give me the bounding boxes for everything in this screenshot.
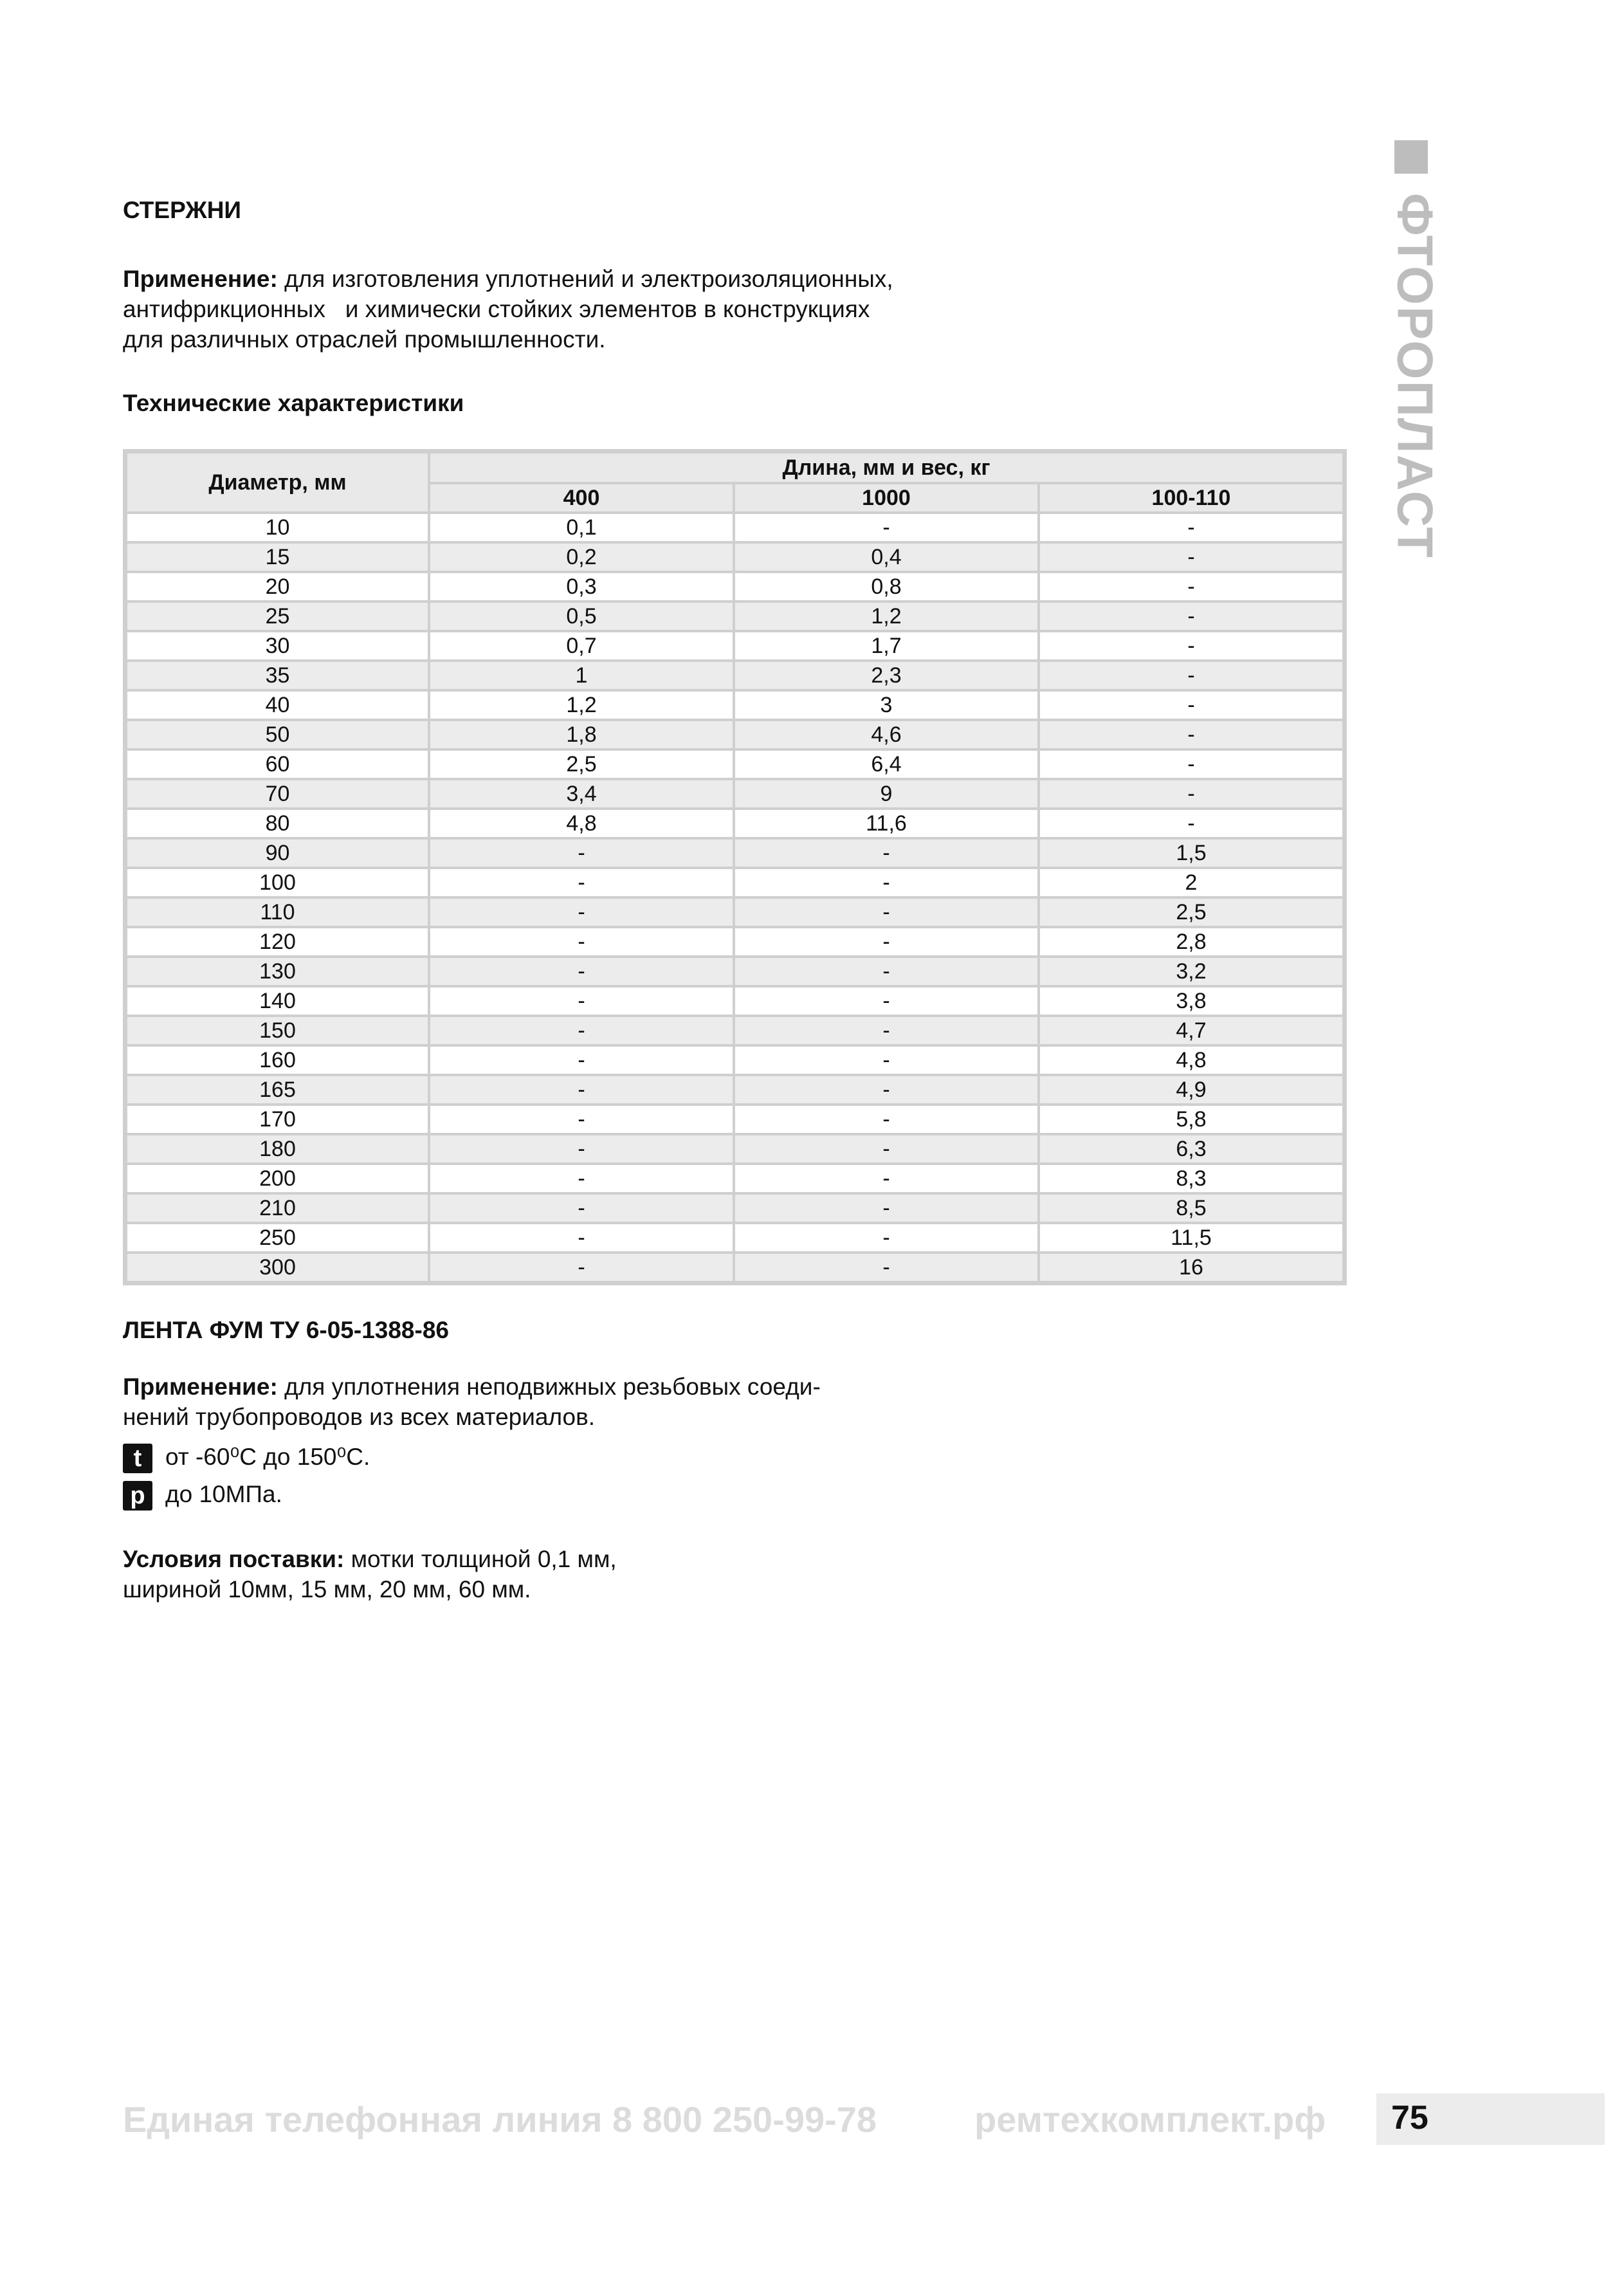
diameter-cell: 200 bbox=[126, 1164, 429, 1193]
weight-cell: 1,7 bbox=[734, 631, 1039, 661]
weight-cell: - bbox=[734, 1164, 1039, 1193]
table-row bbox=[126, 602, 1344, 631]
weight-cell: 8,5 bbox=[1039, 1193, 1344, 1223]
weight-cell: - bbox=[1039, 631, 1344, 661]
weight-cell: 4,7 bbox=[1039, 1016, 1344, 1045]
weight-cell: - bbox=[429, 957, 734, 986]
table-row bbox=[126, 1253, 1344, 1282]
weight-cell: 1,8 bbox=[429, 720, 734, 749]
weight-cell: 3,2 bbox=[1039, 957, 1344, 986]
weight-cell: 4,8 bbox=[1039, 1045, 1344, 1075]
table-row bbox=[126, 897, 1344, 927]
weight-cell: 4,6 bbox=[734, 720, 1039, 749]
table-row bbox=[126, 1105, 1344, 1134]
section-title-fum-tape: ЛЕНТА ФУМ ТУ 6-05-1388-86 bbox=[123, 1317, 449, 1343]
diameter-cell: 80 bbox=[126, 809, 429, 838]
temperature-icon: t bbox=[123, 1444, 152, 1473]
header-100-110: 100-110 bbox=[1039, 483, 1344, 513]
weight-cell: - bbox=[1039, 513, 1344, 542]
table-row bbox=[126, 542, 1344, 572]
table-row bbox=[126, 1223, 1344, 1253]
diameter-cell: 70 bbox=[126, 779, 429, 809]
pressure-text: до 10МПа. bbox=[165, 1481, 282, 1507]
header-400: 400 bbox=[429, 483, 734, 513]
diameter-cell: 90 bbox=[126, 838, 429, 868]
table-row bbox=[126, 572, 1344, 602]
weight-cell: 2,5 bbox=[429, 749, 734, 779]
weight-cell: 1,5 bbox=[1039, 838, 1344, 868]
fum-usage-paragraph bbox=[123, 1372, 959, 1432]
weight-cell: - bbox=[734, 1045, 1039, 1075]
weight-cell: 2,3 bbox=[734, 661, 1039, 690]
specs-table-body bbox=[126, 513, 1344, 1282]
weight-cell: - bbox=[734, 1223, 1039, 1253]
diameter-cell: 180 bbox=[126, 1134, 429, 1164]
table-row bbox=[126, 868, 1344, 897]
weight-cell: - bbox=[734, 1193, 1039, 1223]
weight-cell: - bbox=[429, 868, 734, 897]
weight-cell: 0,4 bbox=[734, 542, 1039, 572]
table-row bbox=[126, 661, 1344, 690]
table-row bbox=[126, 1164, 1344, 1193]
weight-cell: 2,8 bbox=[1039, 927, 1344, 957]
weight-cell: 8,3 bbox=[1039, 1164, 1344, 1193]
page-number: 75 bbox=[1391, 2099, 1428, 2136]
weight-cell: 6,4 bbox=[734, 749, 1039, 779]
temperature-text: от -60⁰С до 150⁰С. bbox=[165, 1444, 370, 1470]
weight-cell: 0,2 bbox=[429, 542, 734, 572]
diameter-cell: 20 bbox=[126, 572, 429, 602]
supply-label: Условия поставки: bbox=[123, 1546, 345, 1572]
diameter-cell: 25 bbox=[126, 602, 429, 631]
section-title-rods: СТЕРЖНИ bbox=[123, 197, 242, 223]
table-row bbox=[126, 809, 1344, 838]
weight-cell: - bbox=[734, 1105, 1039, 1134]
weight-cell: - bbox=[734, 513, 1039, 542]
weight-cell: 0,7 bbox=[429, 631, 734, 661]
temperature-row bbox=[123, 1438, 370, 1476]
weight-cell: 2 bbox=[1039, 868, 1344, 897]
diameter-cell: 110 bbox=[126, 897, 429, 927]
weight-cell: 1 bbox=[429, 661, 734, 690]
usage-text-line1: для уплотнения неподвижных резьбовых соеди- bbox=[277, 1373, 821, 1400]
weight-cell: - bbox=[734, 897, 1039, 927]
table-row bbox=[126, 927, 1344, 957]
weight-cell: - bbox=[1039, 572, 1344, 602]
specs-table bbox=[123, 449, 1347, 1285]
weight-cell: 3 bbox=[734, 690, 1039, 720]
diameter-cell: 100 bbox=[126, 868, 429, 897]
weight-cell: - bbox=[429, 1193, 734, 1223]
weight-cell: 0,1 bbox=[429, 513, 734, 542]
diameter-cell: 130 bbox=[126, 957, 429, 986]
usage-label: Применение: bbox=[123, 1373, 278, 1400]
diameter-cell: 160 bbox=[126, 1045, 429, 1075]
table-row bbox=[126, 720, 1344, 749]
side-tab-marker bbox=[1394, 140, 1428, 174]
weight-cell: - bbox=[734, 1253, 1039, 1282]
weight-cell: - bbox=[734, 838, 1039, 868]
weight-cell: 4,8 bbox=[429, 809, 734, 838]
weight-cell: - bbox=[1039, 602, 1344, 631]
diameter-cell: 35 bbox=[126, 661, 429, 690]
weight-cell: - bbox=[1039, 542, 1344, 572]
pressure-icon: р bbox=[123, 1481, 152, 1511]
diameter-cell: 120 bbox=[126, 927, 429, 957]
weight-cell: 2,5 bbox=[1039, 897, 1344, 927]
footer-phone-line: Единая телефонная линия 8 800 250-99-78 bbox=[123, 2099, 877, 2140]
weight-cell: - bbox=[429, 1105, 734, 1134]
weight-cell: - bbox=[429, 897, 734, 927]
table-row bbox=[126, 779, 1344, 809]
diameter-cell: 140 bbox=[126, 986, 429, 1016]
weight-cell: - bbox=[734, 986, 1039, 1016]
weight-cell: - bbox=[734, 868, 1039, 897]
weight-cell: 5,8 bbox=[1039, 1105, 1344, 1134]
header-length-weight: Длина, мм и вес, кг bbox=[429, 452, 1344, 483]
weight-cell: - bbox=[734, 1075, 1039, 1105]
weight-cell: - bbox=[429, 838, 734, 868]
weight-cell: - bbox=[429, 1045, 734, 1075]
diameter-cell: 30 bbox=[126, 631, 429, 661]
table-row bbox=[126, 1075, 1344, 1105]
weight-cell: - bbox=[429, 1075, 734, 1105]
usage-text-line2: антифрикционных и химически стойких элементов в конструкциях bbox=[123, 296, 870, 322]
weight-cell: - bbox=[1039, 720, 1344, 749]
weight-cell: - bbox=[429, 1134, 734, 1164]
diameter-cell: 250 bbox=[126, 1223, 429, 1253]
weight-cell: 0,8 bbox=[734, 572, 1039, 602]
table-row bbox=[126, 1016, 1344, 1045]
footer-website: ремтехкомплект.рф bbox=[974, 2099, 1326, 2140]
diameter-cell: 170 bbox=[126, 1105, 429, 1134]
weight-cell: - bbox=[734, 1016, 1039, 1045]
weight-cell: - bbox=[1039, 690, 1344, 720]
diameter-cell: 10 bbox=[126, 513, 429, 542]
weight-cell: - bbox=[1039, 661, 1344, 690]
table-row bbox=[126, 838, 1344, 868]
table-row bbox=[126, 1134, 1344, 1164]
diameter-cell: 40 bbox=[126, 690, 429, 720]
weight-cell: 11,6 bbox=[734, 809, 1039, 838]
weight-cell: - bbox=[1039, 749, 1344, 779]
weight-cell: - bbox=[734, 1134, 1039, 1164]
diameter-cell: 15 bbox=[126, 542, 429, 572]
table-row bbox=[126, 1193, 1344, 1223]
weight-cell: - bbox=[429, 1253, 734, 1282]
diameter-cell: 50 bbox=[126, 720, 429, 749]
weight-cell: 0,3 bbox=[429, 572, 734, 602]
table-row bbox=[126, 631, 1344, 661]
table-row bbox=[126, 986, 1344, 1016]
table-row bbox=[126, 690, 1344, 720]
weight-cell: - bbox=[1039, 809, 1344, 838]
usage-text-line1: для изготовления уплотнений и электроизоляционных, bbox=[277, 266, 893, 292]
weight-cell: 1,2 bbox=[734, 602, 1039, 631]
usage-text-line2: нений трубопроводов из всех материалов. bbox=[123, 1404, 596, 1430]
diameter-cell: 210 bbox=[126, 1193, 429, 1223]
diameter-cell: 150 bbox=[126, 1016, 429, 1045]
weight-cell: 16 bbox=[1039, 1253, 1344, 1282]
weight-cell: - bbox=[429, 1223, 734, 1253]
weight-cell: 9 bbox=[734, 779, 1039, 809]
diameter-cell: 165 bbox=[126, 1075, 429, 1105]
supply-text-line1: мотки толщиной 0,1 мм, bbox=[344, 1546, 617, 1572]
pressure-row bbox=[123, 1476, 282, 1513]
specs-title: Технические характеристики bbox=[123, 390, 464, 416]
weight-cell: - bbox=[429, 986, 734, 1016]
diameter-cell: 300 bbox=[126, 1253, 429, 1282]
supply-paragraph bbox=[123, 1544, 959, 1604]
side-tab-title: ФТОРОПЛАСТ bbox=[1387, 193, 1444, 559]
weight-cell: - bbox=[429, 1016, 734, 1045]
usage-label: Применение: bbox=[123, 266, 278, 292]
weight-cell: 3,4 bbox=[429, 779, 734, 809]
weight-cell: - bbox=[734, 957, 1039, 986]
weight-cell: - bbox=[429, 927, 734, 957]
supply-text-line2: шириной 10мм, 15 мм, 20 мм, 60 мм. bbox=[123, 1576, 531, 1603]
table-row bbox=[126, 749, 1344, 779]
table-row bbox=[126, 957, 1344, 986]
diameter-cell: 60 bbox=[126, 749, 429, 779]
weight-cell: 3,8 bbox=[1039, 986, 1344, 1016]
rods-usage-paragraph bbox=[123, 264, 1055, 354]
header-1000: 1000 bbox=[734, 483, 1039, 513]
weight-cell: 6,3 bbox=[1039, 1134, 1344, 1164]
table-row bbox=[126, 1045, 1344, 1075]
weight-cell: 1,2 bbox=[429, 690, 734, 720]
weight-cell: 4,9 bbox=[1039, 1075, 1344, 1105]
usage-text-line3: для различных отраслей промышленности. bbox=[123, 326, 606, 353]
header-diameter: Диаметр, мм bbox=[126, 452, 429, 513]
weight-cell: - bbox=[429, 1164, 734, 1193]
table-row bbox=[126, 513, 1344, 542]
weight-cell: - bbox=[1039, 779, 1344, 809]
weight-cell: 0,5 bbox=[429, 602, 734, 631]
weight-cell: 11,5 bbox=[1039, 1223, 1344, 1253]
weight-cell: - bbox=[734, 927, 1039, 957]
